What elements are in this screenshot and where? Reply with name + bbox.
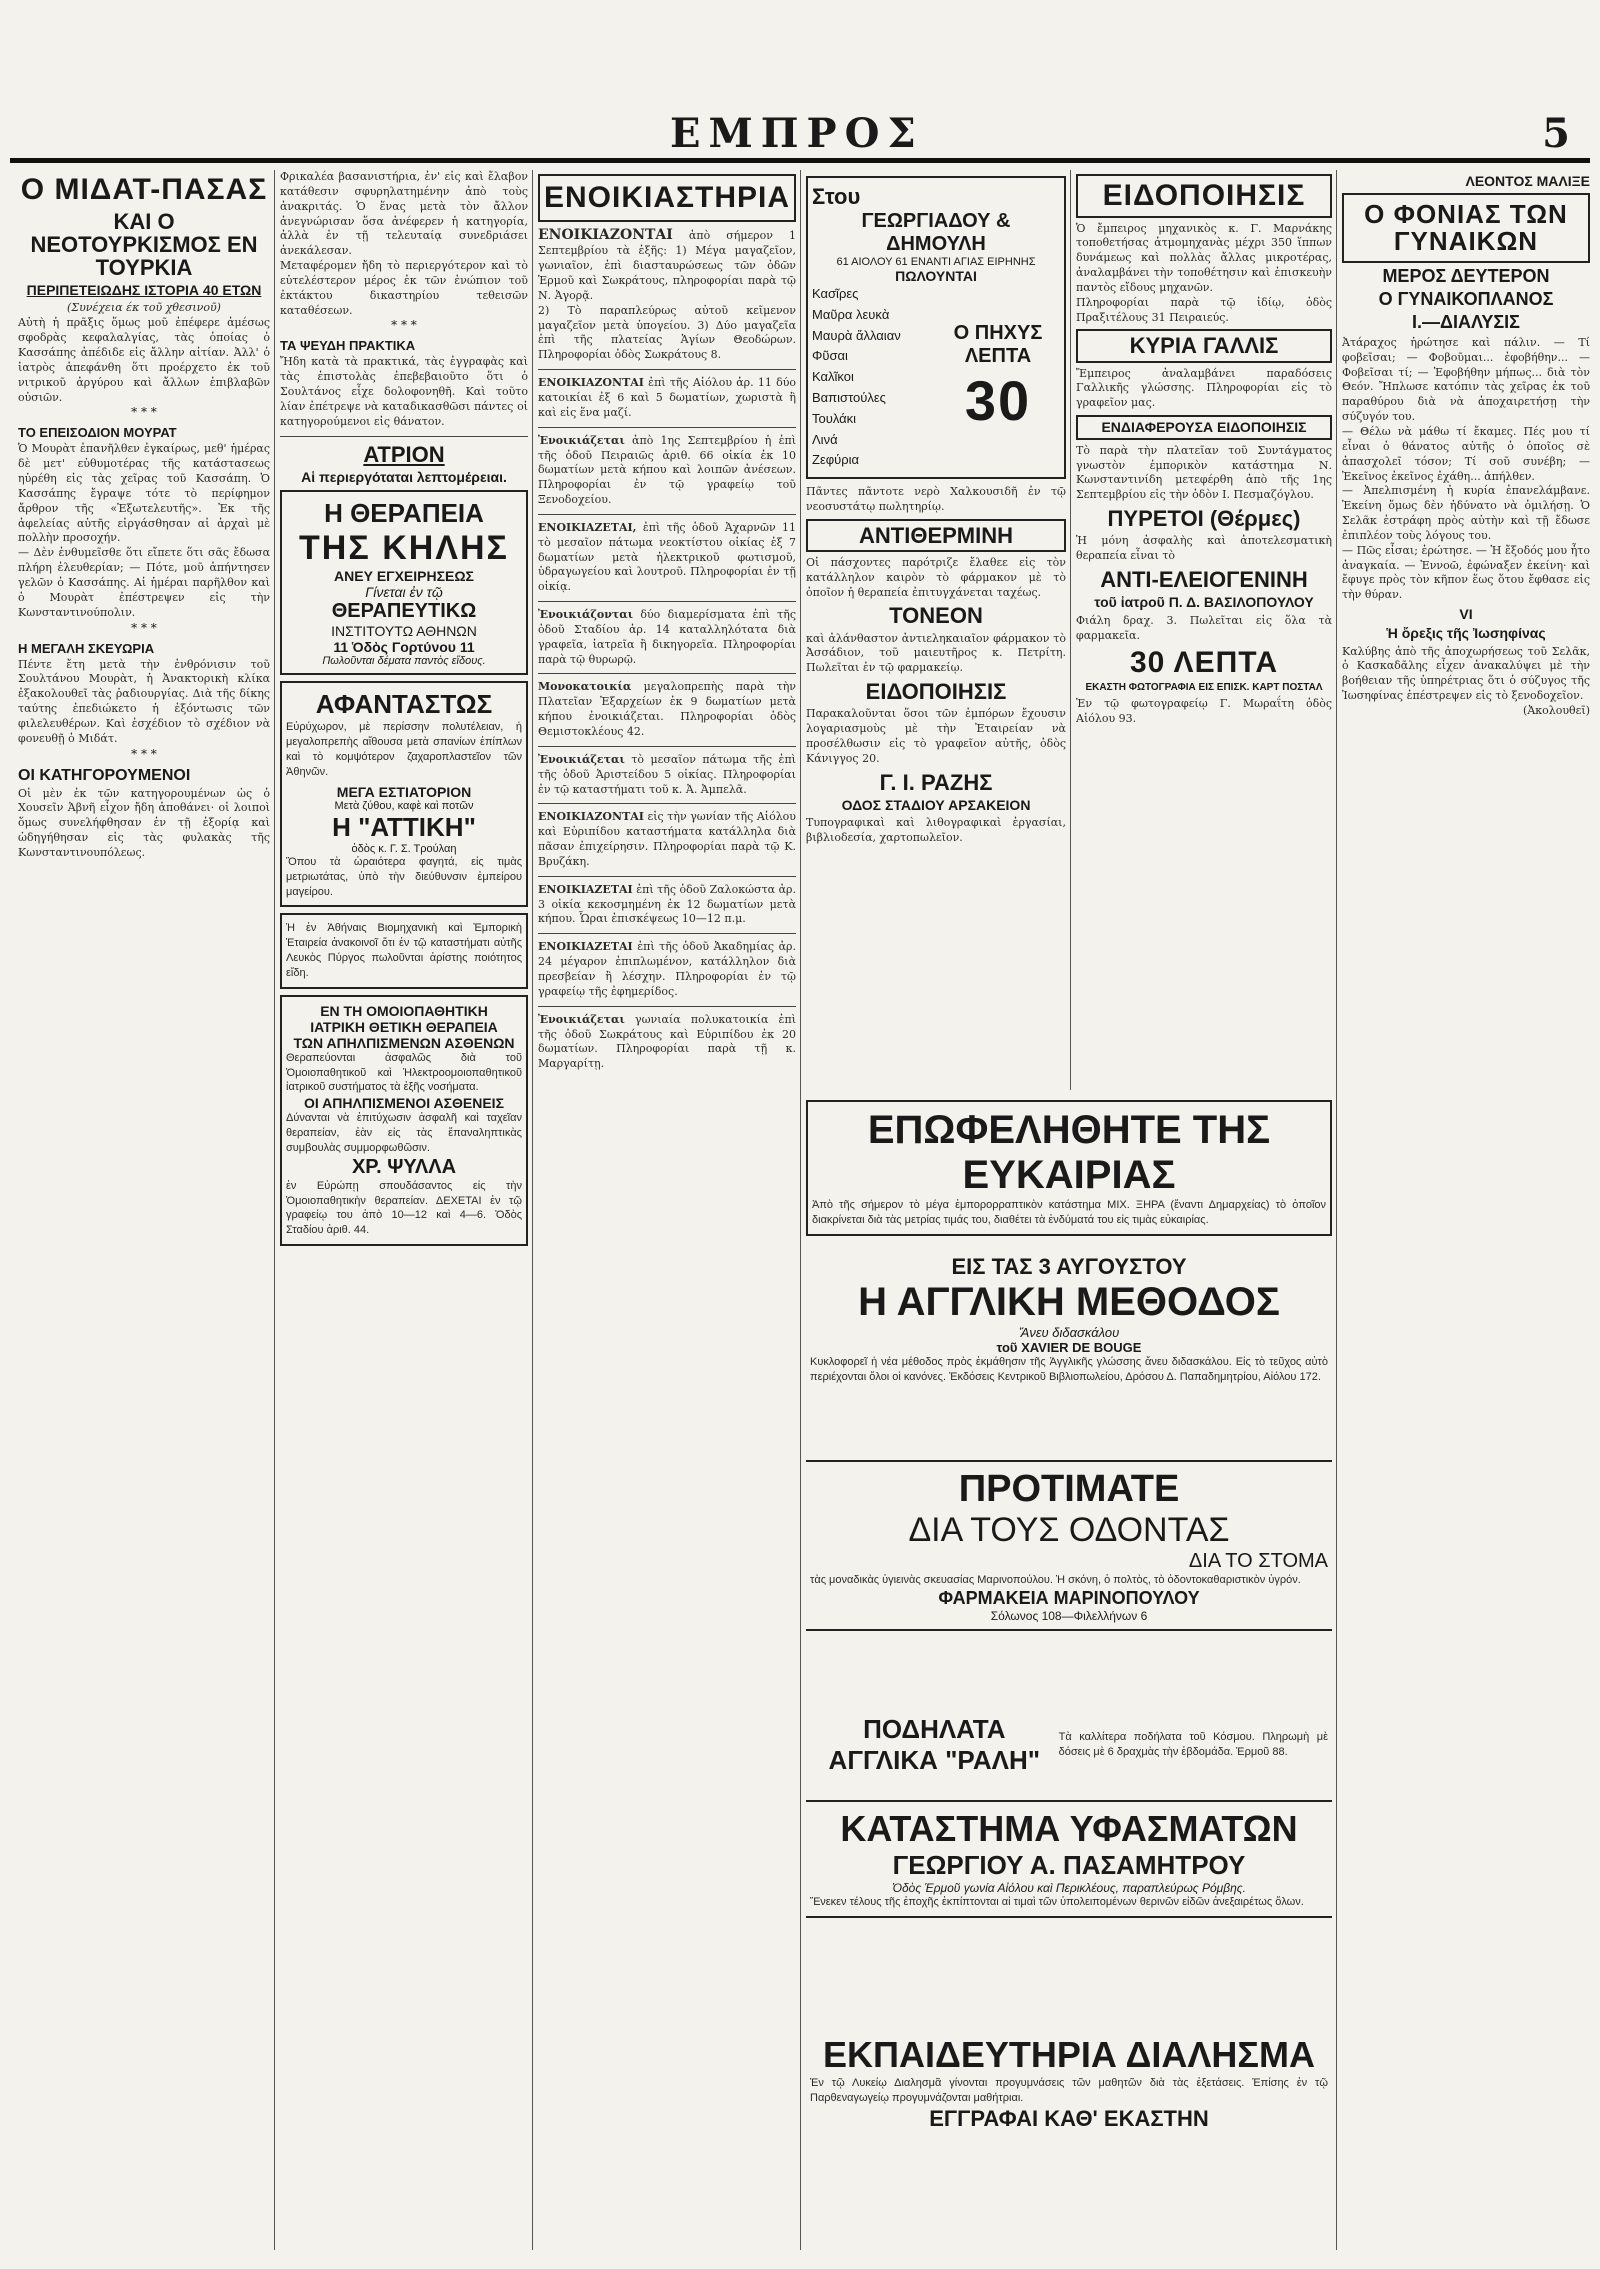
- ad-line: Ὁδὸς Ἑρμοῦ γωνία Αἰόλου καὶ Περικλέους, παραπλεύρως Ρόμβης.: [892, 1881, 1246, 1895]
- column-1: [18, 170, 270, 2250]
- article-paragraph: Ἐν τῷ φωτογραφείῳ Γ. Μωραΐτη ὁδὸς Αἰόλου 93.: [1076, 697, 1332, 726]
- serial-author: ΛΕΟΝΤΟΣ ΜΑΛΙΞΕ: [1465, 173, 1590, 189]
- price-value: 30: [964, 369, 1032, 433]
- article-paragraph: Οἱ πάσχοντες παρότριζε ἔλαθεε εἰς τὸν κατάλληλον καιρὸν τὸ φάρμακον μὲ τὸ ὁποῖον ἡ θεραπεία ἐπιτυγχάνεται ταχέως.: [806, 555, 1066, 599]
- toothpaste-ad: [806, 1460, 1332, 1631]
- classified-ad: [538, 753, 796, 798]
- classified-ad: [538, 680, 796, 739]
- article-paragraph: Τὸ παρὰ τὴν πλατεῖαν τοῦ Συντάγματος γνωστὸν ἐμπορικὸν κατάστημα Ν. Κωνσταντινίδη μετεφέρθη ἀπὸ τῆς 1ης Σεπτεμβρίου εἰς τὴν ὁδὸν Ι. Πεσμαζόγλου.: [1076, 443, 1332, 502]
- fabric-store-ad: [806, 1800, 1332, 1918]
- product-list: [812, 284, 924, 471]
- notice-title: ΑΤΡΙΟΝ: [363, 441, 445, 467]
- ad-title: ΑΦΑΝΤΑΣΤΩΣ: [315, 689, 493, 720]
- ad-line: Ἄνευ διδασκάλου: [1018, 1325, 1120, 1340]
- ad-title: ΕΙΔΟΠΟΙΗΣΙΣ: [865, 679, 1007, 705]
- ad-lead: ΕΝΟΙΚΙΑΖΟΝΤΑΙ: [538, 376, 644, 390]
- ad-lead: ΕΝΟΙΚΙΑΖΕΤΑΙ,: [538, 520, 637, 534]
- ad-lead: ΕΝΟΙΚΙΑΖΕΤΑΙ: [538, 940, 633, 954]
- ad-text: γωνιαία πολυκατοικία ἐπὶ τῆς ὁδοῦ Σωκράτους καὶ Εὐριπίδου ἐκ 20 δωματίων. Πληροφορίαι παρὰ τῇ κ. Μαργαρίτῃ.: [538, 1012, 796, 1071]
- ad-line: ΕΓΓΡΑΦΑΙ ΚΑΘ' ΕΚΑΣΤΗΝ: [929, 2105, 1209, 2131]
- xira-tailor-ad: [806, 1100, 1332, 1236]
- afantastos-ad: [280, 681, 528, 907]
- article-subhead: ΚΑΙ Ο ΝΕΟΤΟΥΡΚΙΣΜΟΣ ΕΝ ΤΟΥΡΚΙΑ: [30, 208, 258, 280]
- ad-title: ΠΡΟΤΙΜΑΤΕ: [958, 1468, 1180, 1510]
- divider-stars: * * *: [391, 318, 417, 333]
- classified-ad: [538, 1013, 796, 1072]
- ad-text: τὸ μεσαῖον πάτωμα τῆς ἐπὶ τῆς ὁδοῦ Ἀριστείδου 5 οἰκίας. Πληροφορίαι ἐν τῷ καταστήματι τοῦ κ. Ἀ. Ἀμπελᾶ.: [538, 752, 796, 796]
- article-paragraph: Ὁ ἔμπειρος μηχανικὸς κ. Γ. Μαρνάκης τοποθετήσας ἀτμομηχανὰς μέχρι 350 ἵππων δυνάμεως καὶ πολλὰς ἄλλας μικροτέρας, ἀναλαμβάνει τὴν τοποθέτησιν καὶ ἐπισκευὴν παντὸς εἴδους μηχανῶν.: [1076, 221, 1332, 294]
- classified-ad: [538, 226, 796, 304]
- serial-part: ΜΕΡΟΣ ΔΕΥΤΕΡΟΝ: [1382, 266, 1550, 287]
- ad-text: Ἐν τῷ Λυκείῳ Διαλησμᾶ γίνονται προγυμνάσεις τῶν μαθητῶν διὰ τὰς ἐξετάσεις. Ἐπίσης ἐν τῷ Παρθεναγωγείῳ προγυμνάζονται μαθήτριαι.: [810, 2077, 1328, 2104]
- ad-text: Θεραπεύονται ἀσφαλῶς διὰ τοῦ Ὁμοιοπαθητικοῦ καὶ Ἠλεκτροομοιοπαθητικοῦ ἰατρικοῦ συστήματος τὰ ἐξῆς νοσήματα.: [286, 1051, 522, 1094]
- ad-line: ΠΩΛΟΥΝΤΑΙ: [895, 268, 977, 284]
- ad-title: ΓΕΩΡΓΙΟΥ Α. ΠΑΣΑΜΗΤΡΟΥ: [892, 1850, 1246, 1880]
- ad-text: Ἡ ἐν Ἀθήναις Βιομηχανικὴ καὶ Ἐμπορικὴ Ἑταιρεία ἀνακοινοῖ ὅτι ἐν τῷ καταστήματι αὐτῆς Λευκὸς Πύργος πωλοῦνται ἀρίστης ποιότητος εἴδη.: [286, 922, 522, 979]
- column-divider: [532, 170, 533, 2250]
- article-paragraph: Μεταφέρομεν ἤδη τὸ περιεργότερον καὶ τὸ εὐτελέστερον μέρος ἐκ τῶν ἐνώπιον τοῦ ἐκτάκτου δικαστηρίου τεθεισῶν καταθέσεων.: [280, 259, 528, 317]
- newspaper-title: ΕΜΠΡΟΣ: [670, 110, 924, 157]
- ad-title: Η ΑΓΓΛΙΚΗ ΜΕΘΟΔΟΣ: [858, 1280, 1280, 1324]
- price-block: [936, 322, 1060, 433]
- section-heading: Ἡ ὄρεξις τῆς Ἰωσηφίνας: [1386, 624, 1546, 641]
- product-item: Κασῖρες: [812, 286, 859, 301]
- product-item: Τουλάκι: [812, 410, 857, 426]
- masthead: [10, 110, 1590, 157]
- ad-line: 11 Ὁδὸς Γορτύνου 11: [333, 639, 475, 656]
- ad-lead: ΕΝΟΙΚΙΑΖΟΝΤΑΙ: [538, 226, 673, 243]
- ad-signature: ΧΡ. ΨΥΛΛΑ: [351, 1155, 457, 1178]
- article-paragraph: Ἤδη κατὰ τὰ πρακτικά, τὰς ἐγγραφὰς καὶ τὰς ἐπιστολὰς ἐπεβεβαιοῦτο ὅτι ὁ Σουλτάνος εἶχε δολοφονηθῆ. Καὶ τοῦτο λίαν ἐπέτρεψε νὰ καταδικασθῶσι πάντες οἱ κατηγορούμενοι εἰς θάνατον.: [280, 355, 528, 428]
- ad-lead: ΕΝΟΙΚΙΑΖΟΝΤΑΙ: [538, 810, 644, 824]
- ad-title: ΚΑΤΑΣΤΗΜΑ ΥΦΑΣΜΑΤΩΝ: [840, 1808, 1298, 1849]
- ad-title: Η "ΑΤΤΙΚΗ": [332, 811, 476, 842]
- ad-line: Πωλοῦνται δέματα παντὸς εἴδους.: [322, 655, 486, 668]
- ad-line: Μετὰ ζύθου, καφὲ καὶ ποτῶν: [334, 799, 474, 812]
- article-paragraph: Ἔμπειρος ἀναλαμβάνει παραδόσεις Γαλλικῆς γλώσσης. Πληροφορίαι εἰς τὸ γραφεῖον μας.: [1076, 366, 1332, 410]
- ad-lead: Ἐνοικιάζονται: [538, 608, 634, 622]
- ad-text: ἀπὸ 1ης Σεπτεμβρίου ἡ ἐπὶ τῆς ὁδοῦ Πειραιῶς ἀριθ. 66 οἰκία ἐκ 10 δωματίων μετὰ κήπου καὶ λοιπῶν ἀνέσεων. Πληροφορίαι ἐν τῷ γραφείῳ τοῦ Ξενοδοχείου.: [538, 433, 796, 507]
- ad-line: Γίνεται ἐν τῷ: [365, 584, 443, 601]
- article-paragraph: Οἱ μὲν ἐκ τῶν κατηγορουμένων ὡς ὁ Χουσεῖν Ἀβνῆ εἶχον ἤδη ἀποθάνει· οἱ λοιποὶ ὅμως συνελήφθησαν ἐν τῇ ἐξορίᾳ καὶ ὡδηγήθησαν εἰς τὰς φυλακὰς τῆς Κωνσταντινουπόλεως.: [18, 786, 270, 859]
- hernia-clinic-ad: [280, 490, 528, 675]
- column-3: [538, 170, 796, 2250]
- article-paragraph: Ἀτάραχος ἠρώτησε καὶ πάλιν. — Τί φοβεῖσαι; — Φοβοῦμαι... ἐφοβήθην... — Φοβεῖσαι τί; — Ἐφοβήθην μήπως... διὰ τὸν Θεόν. Ἤπλωσε κατόπιν τὰς χεῖρας ἐκ τοῦ παραθύρου διὰ νὰ ἀποχαιρετήσῃ τὴν σύζυγόν του.: [1342, 335, 1590, 424]
- section-heading: Η ΜΕΓΑΛΗ ΣΚΕΥΩΡΙΑ: [18, 640, 155, 656]
- product-item: Ζεφύρια: [812, 452, 860, 468]
- classified-ad: 2) Τὸ παραπλεύρως αὐτοῦ κεῖμενον μαγαζεῖον μετὰ ὑπογείου. 3) Δύο μαγαζεῖα ἐπὶ τῆς πλατείας Ἁγίων Θεοδώρων. Πληροφορίαι ὁδὸς Σωκράτους 8.: [538, 303, 796, 362]
- section-heading: ΟΙ ΚΑΤΗΓΟΡΟΥΜΕΝΟΙ: [18, 766, 191, 784]
- classified-ad: [538, 883, 796, 928]
- ad-line: ΤΩΝ ΑΠΗΛΠΙΣΜΕΝΩΝ ΑΣΘΕΝΩΝ: [293, 1034, 515, 1051]
- ad-line: ΟΔΟΣ ΣΤΑΔΙΟΥ ΑΡΣΑΚΕΙΟΝ: [841, 796, 1031, 813]
- ad-line: ΔΙΑ ΤΟ ΣΤΟΜΑ: [1188, 1550, 1328, 1572]
- ad-text: Κυκλοφορεῖ ἡ νέα μέθοδος πρὸς ἐκμάθησιν τῆς Ἀγγλικῆς γλώσσης ἄνευ διδασκάλου. Εἰς τὸ τεῦχος αὐτὸ περιέχονται ὅλοι οἱ κανόνες. Ἐκδόσεις Κεντρικοῦ Βιβλιοπωλείου, Δρόσου Δ. Παπαδημητρίου, Αἰόλου 172.: [810, 1356, 1328, 1383]
- serial-headline: Ο ΦΟΝΙΑΣ ΤΩΝ ΓΥΝΑΙΚΩΝ: [1342, 193, 1590, 264]
- ad-text: Τὰ καλλίτερα ποδήλατα τοῦ Κόσμου. Πληρωμὴ μὲ δόσεις μὲ 6 δραχμὰς τὴν ἑβδομάδα. Ἑρμοῦ 88.: [1058, 1731, 1328, 1758]
- ad-line: Στου: [812, 184, 861, 209]
- article-paragraph: Ἡ μόνη ἀσφαλὴς καὶ ἀποτελεσματικὴ θεραπεία εἶναι τὸ: [1076, 534, 1332, 563]
- column-2: [280, 170, 528, 2250]
- ad-title: ΤΟΝΕΟΝ: [889, 603, 983, 629]
- column-divider: [274, 170, 275, 2250]
- ad-text: ἐπὶ τῆς Αἰόλου ἀρ. 11 δύο κατοικίαι ἐξ 6 καὶ 5 δωματίων, χωριστὰ ἢ καὶ εἰς ἕνα μαζί.: [538, 376, 796, 419]
- column-divider: [1336, 170, 1337, 2250]
- divider-stars: * * *: [131, 405, 157, 420]
- ad-title: 30 ΛΕΠΤΑ: [1129, 646, 1279, 680]
- ad-line: Η ΘΕΡΑΠΕΙΑ: [324, 498, 484, 529]
- ad-line: ΕΚΑΣΤΗ ΦΩΤΟΓΡΑΦΙΑ ΕΙΣ ΕΠΙΣΚ. ΚΑΡΤ ΠΟΣΤΑΛ: [1085, 681, 1323, 693]
- article-paragraph: — Δὲν ἐνθυμεῖσθε ὅτι εἴπετε ὅτι σᾶς ἔδωσα πλήρη ἐλευθερίαν; — Πότε, μοῦ ἀπήντησεν γελῶν ὁ Κασσάπης. Αἱ ἡμέραι παρῆλθον καὶ ὁ Μουρὰτ ἐπέστρεψεν εἰς τὴν Κωνσταντινούπολιν.: [18, 546, 270, 619]
- ad-line: Σόλωνος 108—Φιλελλήνων 6: [990, 1608, 1148, 1623]
- classified-ad: [538, 376, 796, 421]
- column-divider: [1070, 170, 1071, 1090]
- article-paragraph: Φιάλη δραχ. 3. Πωλεῖται εἰς ὅλα τὰ φαρμακεῖα.: [1076, 613, 1332, 642]
- english-method-ad: [806, 1250, 1332, 1389]
- ad-text: ἐπὶ τῆς ὁδοῦ Ἀκαδημίας ἀρ. 24 μέγαρον ἐπιπλωμένον, κατάλληλον διὰ πρεσβείαν ἢ λέσχην. Πληροφορίαι ἐν τῷ γραφείῳ τῆς ἐφημερίδος.: [538, 940, 796, 998]
- homeopathy-ad: [280, 995, 528, 1246]
- ad-text: τὰς μοναδικὰς ὑγιεινὰς σκευασίας Μαρινοπούλου. Ἡ σκόνη, ὁ πολτὸς, τὸ ὀδοντοκαθαριστικὸν ὑγρόν.: [810, 1574, 1301, 1586]
- ad-lead: Ἐνοικιάζεται: [538, 752, 625, 766]
- article-paragraph: Πέντε ἔτη μετὰ τὴν ἐνθρόνισιν τοῦ Σουλτάνου Μουρὰτ, ἡ Ἀνακτορικὴ κλίκα ἐξακολουθεῖ τὰς ῥαδιουργίας. Διὰ τῆς δίκης ταύτης ἐπεδιώκετο ἡ ἐξόντωσις τῶν φιλελευθέρων. Καὶ ἐσχέδιον τὸ σχέδιον νὰ φονευθῇ ὁ Μιδάτ.: [18, 657, 270, 745]
- ad-title: ΓΕΩΡΓΙΑΔΟΥ & ΔΗΜΟΥΛΗ: [861, 210, 1011, 255]
- product-item: Φῦσαι: [812, 348, 848, 364]
- article-paragraph: Τυπογραφικαὶ καὶ λιθογραφικαὶ ἐργασίαι, βιβλιοδεσία, χαρτοπωλεῖον.: [806, 816, 1066, 845]
- article-paragraph: καὶ ἀλάνθαστον ἀντιεληκαιαῖον φάρμακον τὸ Ἀσσάδιον, τοῦ μαιευτῆρος κ. Πετρίτη. Πωλεῖται ἐν τῷ φαρμακείῳ.: [806, 631, 1066, 675]
- notice-title: ΕΙΔΟΠΟΙΗΣΙΣ: [1076, 174, 1332, 218]
- ad-title: ΕΝΔΙΑΦΕΡΟΥΣΑ ΕΙΔΟΠΟΙΗΣΙΣ: [1076, 415, 1332, 440]
- ad-line: ΙΑΤΡΙΚΗ ΘΕΤΙΚΗ ΘΕΡΑΠΕΙΑ: [310, 1018, 498, 1035]
- article-paragraph: — Πῶς εἶσαι; ἐρώτησε. — Ἡ ἔξοδός μου ἦτο ἀναγκαία. — Ἐννοῶ, ἐφώναξεν ἐκείνη· καὶ ἔφυγε πρὸς τὸν κῆπον ἕως ὅτου ἔφθασε εἰς τὴν θύραν.: [1342, 543, 1590, 602]
- article-paragraph: Αὐτὴ ἡ πρᾶξις ὅμως μοῦ ἐπέφερε ἀμέσως σφοδρὰς κεφαλαλγίας, τὰς ὁποίας ὁ Κασσάπης ἀπέδιδε εἰς ἄλλην αἰτίαν. Ἀλλ' ὁ ἰατρὸς ἀπεφάνθη ὅτι προέρχετο ἐκ τοῦ νιτρικοῦ ἀργύρου καὶ ἄλλων ἐπιβλαβῶν οὐσιῶν.: [18, 316, 270, 404]
- ad-line: ΑΝΕΥ ΕΓΧΕΙΡΗΣΕΩΣ: [334, 568, 474, 585]
- ad-title: ΚΥΡΙΑ ΓΑΛΛΙΣ: [1076, 329, 1332, 362]
- article-paragraph: Καλύβης ἀπὸ τῆς ἀποχωρήσεως τοῦ Σελᾶκ, ὁ Κασκαδᾶλης εἶχεν ἀνακαλύψει μὲ τὴν βοήθειαν τῆς ὑπηρέτριας ὅτι ὁ σύζυγος τῆς Ἰωσηφίνας ἐπέστρεψεν εἰς τὸ ξενοδοχεῖον.: [1342, 644, 1590, 703]
- product-item: Καλῖκοι: [812, 369, 854, 385]
- classified-ad: [538, 940, 796, 999]
- ad-text: Ἕνεκεν τέλους τῆς ἐποχῆς ἐκπίπτονται αἱ τιμαὶ τῶν ὑπολειπομένων θερινῶν εἰδῶν ἀνεξαιρέτως ὅλων.: [810, 1896, 1304, 1908]
- article-paragraph: Φρικαλέα βασανιστήρια, ἐν' εἰς καὶ ἔλαβον κατάθεσιν σφυρηλατημένην ἀπὸ τοὺς ἀνακριτάς. Ὁ ἕνας μετὰ τὸν ἄλλον ἀνεγνώρισαν ὅσα ἀνέφερεν ἡ κατηγορία, ἀλλὰ ἐν τῇ τελευταίᾳ συνεδριάσει ἀνεκάλεσαν.: [280, 170, 528, 258]
- continuation-note: (Συνέχεια έκ τοῦ χθεσινοῦ): [67, 301, 221, 315]
- ad-title: ΕΚΠΑΙΔΕΥΤΗΡΙΑ ΔΙΑΛΗΣΜΑ: [822, 2034, 1316, 2075]
- divider-stars: * * *: [131, 746, 157, 761]
- ad-line: ΘΕΡΑΠΕΥΤΙΚΩ: [331, 600, 477, 623]
- article-headline: Ο ΜΙΔΑΤ-ΠΑΣΑΣ: [20, 173, 268, 206]
- georgiadou-shop-ad: [806, 176, 1066, 479]
- company-notice-ad: [280, 913, 528, 988]
- ad-line: ΟΙ ΑΠΗΛΠΙΣΜΕΝΟΙ ΑΣΘΕΝΕΙΣ: [304, 1095, 504, 1112]
- ad-line: ΜΕΓΑ ΕΣΤΙΑΤΟΡΙΟΝ: [336, 783, 472, 800]
- ad-title: ΔΙΑ ΤΟΥΣ ΟΔΟΝΤΑΣ: [908, 1511, 1230, 1549]
- classified-ad: [538, 608, 796, 667]
- article-kicker: ΠΕΡΙΠΕΤΕΙΩΔΗΣ ΙΣΤΟΡΙΑ 40 ΕΤΩΝ: [26, 281, 262, 298]
- ad-title: ΠΟΔΗΛΑΤΑ ΑΓΓΛΙΚΑ "ΡΑΛΗ": [828, 1714, 1041, 1775]
- classified-ad: [538, 810, 796, 869]
- ad-text: ἀπὸ σήμερον 1 Σεπτεμβρίου τὰ ἐξῆς: 1) Μέγα μαγαζεῖον, γωνιαῖον, ἐπὶ διασταυρώσεως τῶν ὁδῶν Ἑρμοῦ καὶ Σωκράτους, πληροφορίαι παρὰ τῷ Ν. Ἀγορᾷ.: [538, 228, 796, 302]
- ad-lead: Ἐνοικιάζεται: [538, 433, 625, 447]
- ad-text: Ἀπὸ τῆς σήμερον τὸ μέγα ἐμπορορραπτικὸν κατάστημα ΜΙΧ. ΞΗΡΑ (ἔναντι Δημαρχείας) τὸ ὁποῖον διακρίνεται διὰ τὰς μετρίας τιμάς του, διαθέτει τὰ ἐνδύματά του εἰς τιμὰς εὐκαιρίας.: [812, 1199, 1326, 1226]
- article-paragraph: — Ἀπελπισμένη ἡ κυρία ἐπανελάμβανε. Ἐκείνη ὅμως δὲν ἠδύνατο νὰ ὁμιλήσῃ. Ὁ Σελᾶκ ἐστράφη πρὸς αὐτὴν καὶ τῇ ἔδωσε ἐπιπλέον τοὺς λόγους του.: [1342, 484, 1590, 542]
- ad-text: Ὅπου τὰ ὡραιότερα φαγητά, εἰς τιμὰς μετριωτάτας, ὑπὸ τὴν διεύθυνσιν ἐμπείρου μαγείρου.: [286, 855, 522, 898]
- serial-subtitle: Ο ΓΥΝΑΙΚΟΠΛΑΝΟΣ: [1378, 289, 1554, 310]
- column-divider: [800, 170, 801, 2250]
- ad-text: ἐν Εὐρώπῃ σπουδάσαντος εἰς τὴν Ὁμοιοπαθητικὴν θεραπείαν. ΔΕΧΕΤΑΙ ἐν τῷ γραφείῳ του ἀπὸ 10—12 καὶ 4—6. Ὁδὸς Σταδίου ἀριθ. 44.: [286, 1179, 522, 1237]
- ad-line: τοῦ XAVIER DE BOUGE: [996, 1340, 1142, 1355]
- column-5: [1076, 170, 1332, 1090]
- bicycle-ad: [806, 1710, 1332, 1780]
- newspaper-page: [10, 10, 1590, 2259]
- column-6: [1342, 170, 1590, 2250]
- product-item: Μαῦρα λευκὰ: [812, 306, 890, 322]
- ad-text: Εὐρύχωρον, μὲ περίσσην πολυτέλειαν, ἡ μεγαλοπρεπὴς αἴθουσα μετὰ σπανίων ἐπίπλων καὶ τὸ κομψότερον ζαχαροπλαστεῖον τῶν Ἀθηνῶν.: [286, 721, 522, 778]
- ad-line: ΤΗΣ ΚΗΛΗΣ: [299, 529, 509, 568]
- ad-text: δύο διαμερίσματα ἐπὶ τῆς ὁδοῦ Σταδίου ἀρ. 14 καταλληλότατα διὰ γραφεῖα, ἰατρεῖα ἢ δικηγορεῖα. Πληροφορίαι παρὰ τῷ θυρωρῷ.: [538, 608, 796, 666]
- ad-line: 61 ΑΙΟΛΟΥ 61 ΕΝΑΝΤΙ ΑΓΙΑΣ ΕΙΡΗΝΗΣ: [836, 256, 1036, 268]
- article-paragraph: Πληροφορίαι παρὰ τῷ ἰδίῳ, ὁδὸς Πραξιτέλους 31 Πειραιεύς.: [1076, 295, 1332, 324]
- article-paragraph: Πᾶντες πᾶντοτε νερὸ Χαλκουσιδῆ ἐν τῷ νεοσυστάτῳ πωλητηρίῳ.: [806, 485, 1066, 514]
- product-item: Βαπιστούλες: [812, 389, 886, 405]
- ad-text: ἐπὶ τῆς ὁδοῦ Ζαλοκώστα ἀρ. 3 οἰκία κεκοσμημένη ἐκ 12 δωματίων μετὰ κήπου. Ὧραι ἐπισκέψεως 10—12 π.μ.: [538, 882, 796, 926]
- ad-lead: ΕΝΟΙΚΙΑΖΕΤΑΙ: [538, 882, 633, 896]
- product-item: Λινά: [812, 431, 838, 447]
- ad-text: εἰς τὴν γωνίαν τῆς Αἰόλου καὶ Εὐριπίδου καταστήματα κατάλληλα διὰ πᾶσαν ἐπιχείρησιν. Πληροφορίαι παρὰ τῷ Κ. Βρυζάκη.: [538, 810, 796, 868]
- serial-chapter: Ι.—ΔΙΑΛΥΣΙΣ: [1412, 312, 1520, 333]
- section-heading: ΤΑ ΨΕΥΔΗ ΠΡΑΚΤΙΚΑ: [280, 338, 416, 354]
- ad-title: ΕΠΩΦΕΛΗΘΗΤΕ ΤΗΣ ΕΥΚΑΙΡΙΑΣ: [867, 1108, 1271, 1197]
- article-paragraph: Παρακαλοῦνται ὅσοι τῶν ἐμπόρων ἔχουσιν λογαριασμοὺς μὲ τὴν Ἐταιρείαν νὰ προσέλθωσιν εἰς τὸ γραφεῖον αὐτῆς, ὁδὸς Κάνιγγος 20.: [806, 707, 1066, 765]
- ad-lead: Μονοκατοικία: [538, 680, 632, 694]
- column-4: [806, 170, 1066, 1090]
- masthead-rule: [10, 158, 1590, 163]
- divider-stars: * * *: [131, 620, 157, 635]
- ad-line: ΦΑΡΜΑΚΕΙΑ ΜΑΡΙΝΟΠΟΥΛΟΥ: [938, 1587, 1200, 1608]
- ad-line: ΙΝΣΤΙΤΟΥΤΩ ΑΘΗΝΩΝ: [331, 623, 477, 640]
- ad-text: μεγαλοπρεπὴς παρὰ τὴν Πλατεῖαν Ἐξαρχείων ἐκ 9 δωματίων μετὰ κήπου ἐνοικιάζεται. Πληροφορίαι ὁδὸς Θεμιστοκλέους 42.: [538, 680, 796, 739]
- classifieds-headline: ΕΝΟΙΚΙΑΣΤΗΡΙΑ: [538, 174, 796, 222]
- ad-text: ἐπὶ τῆς ὁδοῦ Ἀχαρνῶν 11 τὸ μεσαῖον πάτωμα νεοκτίστου οἰκίας ἐξ 7 δωματίων μετὰ ἠλεκτρικοῦ φωτισμοῦ, ὑδραγωγείου καὶ λουτροῦ. Πληροφορίαι ἐν τῇ οἰκίᾳ.: [538, 520, 796, 594]
- classified-ad: [538, 521, 796, 595]
- price-currency: ΛΕΠΤΑ: [964, 345, 1032, 368]
- ad-title: ΑΝΤΙ-ΕΛΕΙΟΓΕΝΙΝΗ: [1100, 566, 1308, 592]
- section-mark: VI: [1459, 606, 1473, 623]
- article-paragraph: — Θέλω νὰ μάθω τί ἔκαμες. Πές μου τί εἶναι ὁ θάνατος αὐτῆς ὁ ὁποῖος σὲ ἀπασχολεῖ τόσον; Τί σοῦ συνέβη; — Ἐκεῖνος ἐκεῖνος ἐχάθη... ἀπήλθεν.: [1342, 425, 1590, 483]
- school-ad: [806, 2030, 1332, 2136]
- notice-subtitle: Αἱ περιεργόταται λεπτομέρειαι.: [301, 468, 507, 485]
- ad-line: τοῦ ἰατροῦ Π. Δ. ΒΑΣΙΛΟΠΟΥΛΟΥ: [1094, 593, 1314, 610]
- product-item: Μαυρὰ ἄλλαιαν: [812, 327, 901, 343]
- ad-title: Γ. Ι. ΡΑΖΗΣ: [879, 769, 993, 795]
- article-paragraph: Ὁ Μουρὰτ ἐπανῆλθεν ἐγκαίρως, μεθ' ἡμέρας δὲ μετ' εὐθυμοτέρας τῆς κατάστασεως ηὑρέθη εἰς τὰς χεῖρας τοῦ Κασσάπη. Ὁ Κασσάπης ἔγραψε τότε τὸ περίφημον ἄρθρον τῆς «Ἐξωτελευτῆς». Ἐκ τῆς ἀφελείας αὐτῆς εἰργάσθησαν αἱ ἀρχαὶ μὲ πολλὴν προσοχήν.: [18, 442, 270, 545]
- classified-ad: [538, 434, 796, 508]
- page-number: 5: [1542, 110, 1570, 157]
- ad-title: ΠΥΡΕΤΟΙ (Θέρμες): [1107, 506, 1301, 532]
- ad-line: ὁδὸς κ. Γ. Σ. Τρούλαη: [351, 842, 457, 855]
- ad-lead: Ἐνοικιάζεται: [538, 1012, 625, 1026]
- to-be-continued: (Ἀκολουθεῖ): [1523, 703, 1590, 717]
- section-heading: ΤΟ ΕΠΕΙΣΟΔΙΟΝ ΜΟΥΡΑΤ: [18, 425, 177, 441]
- ad-line: ΕΝ ΤΗ ΟΜΟΙΟΠΑΘΗΤΙΚΗ: [320, 1002, 488, 1019]
- price-unit: Ο ΠΗΧΥΣ: [953, 322, 1043, 345]
- ad-line: ΕΙΣ ΤΑΣ 3 ΑΥΓΟΥΣΤΟΥ: [951, 1254, 1187, 1279]
- ad-text: Δύνανται νὰ ἐπιτύχωσιν ἀσφαλῆ καὶ ταχεῖαν θεραπείαν, ἐὰν εἰς τὰς ἔπαναληπτικὰς συμβουλὰς συμμορφωθῶσιν.: [286, 1112, 522, 1154]
- ad-title: ΑΝΤΙΘΕΡΜΙΝΗ: [806, 519, 1066, 552]
